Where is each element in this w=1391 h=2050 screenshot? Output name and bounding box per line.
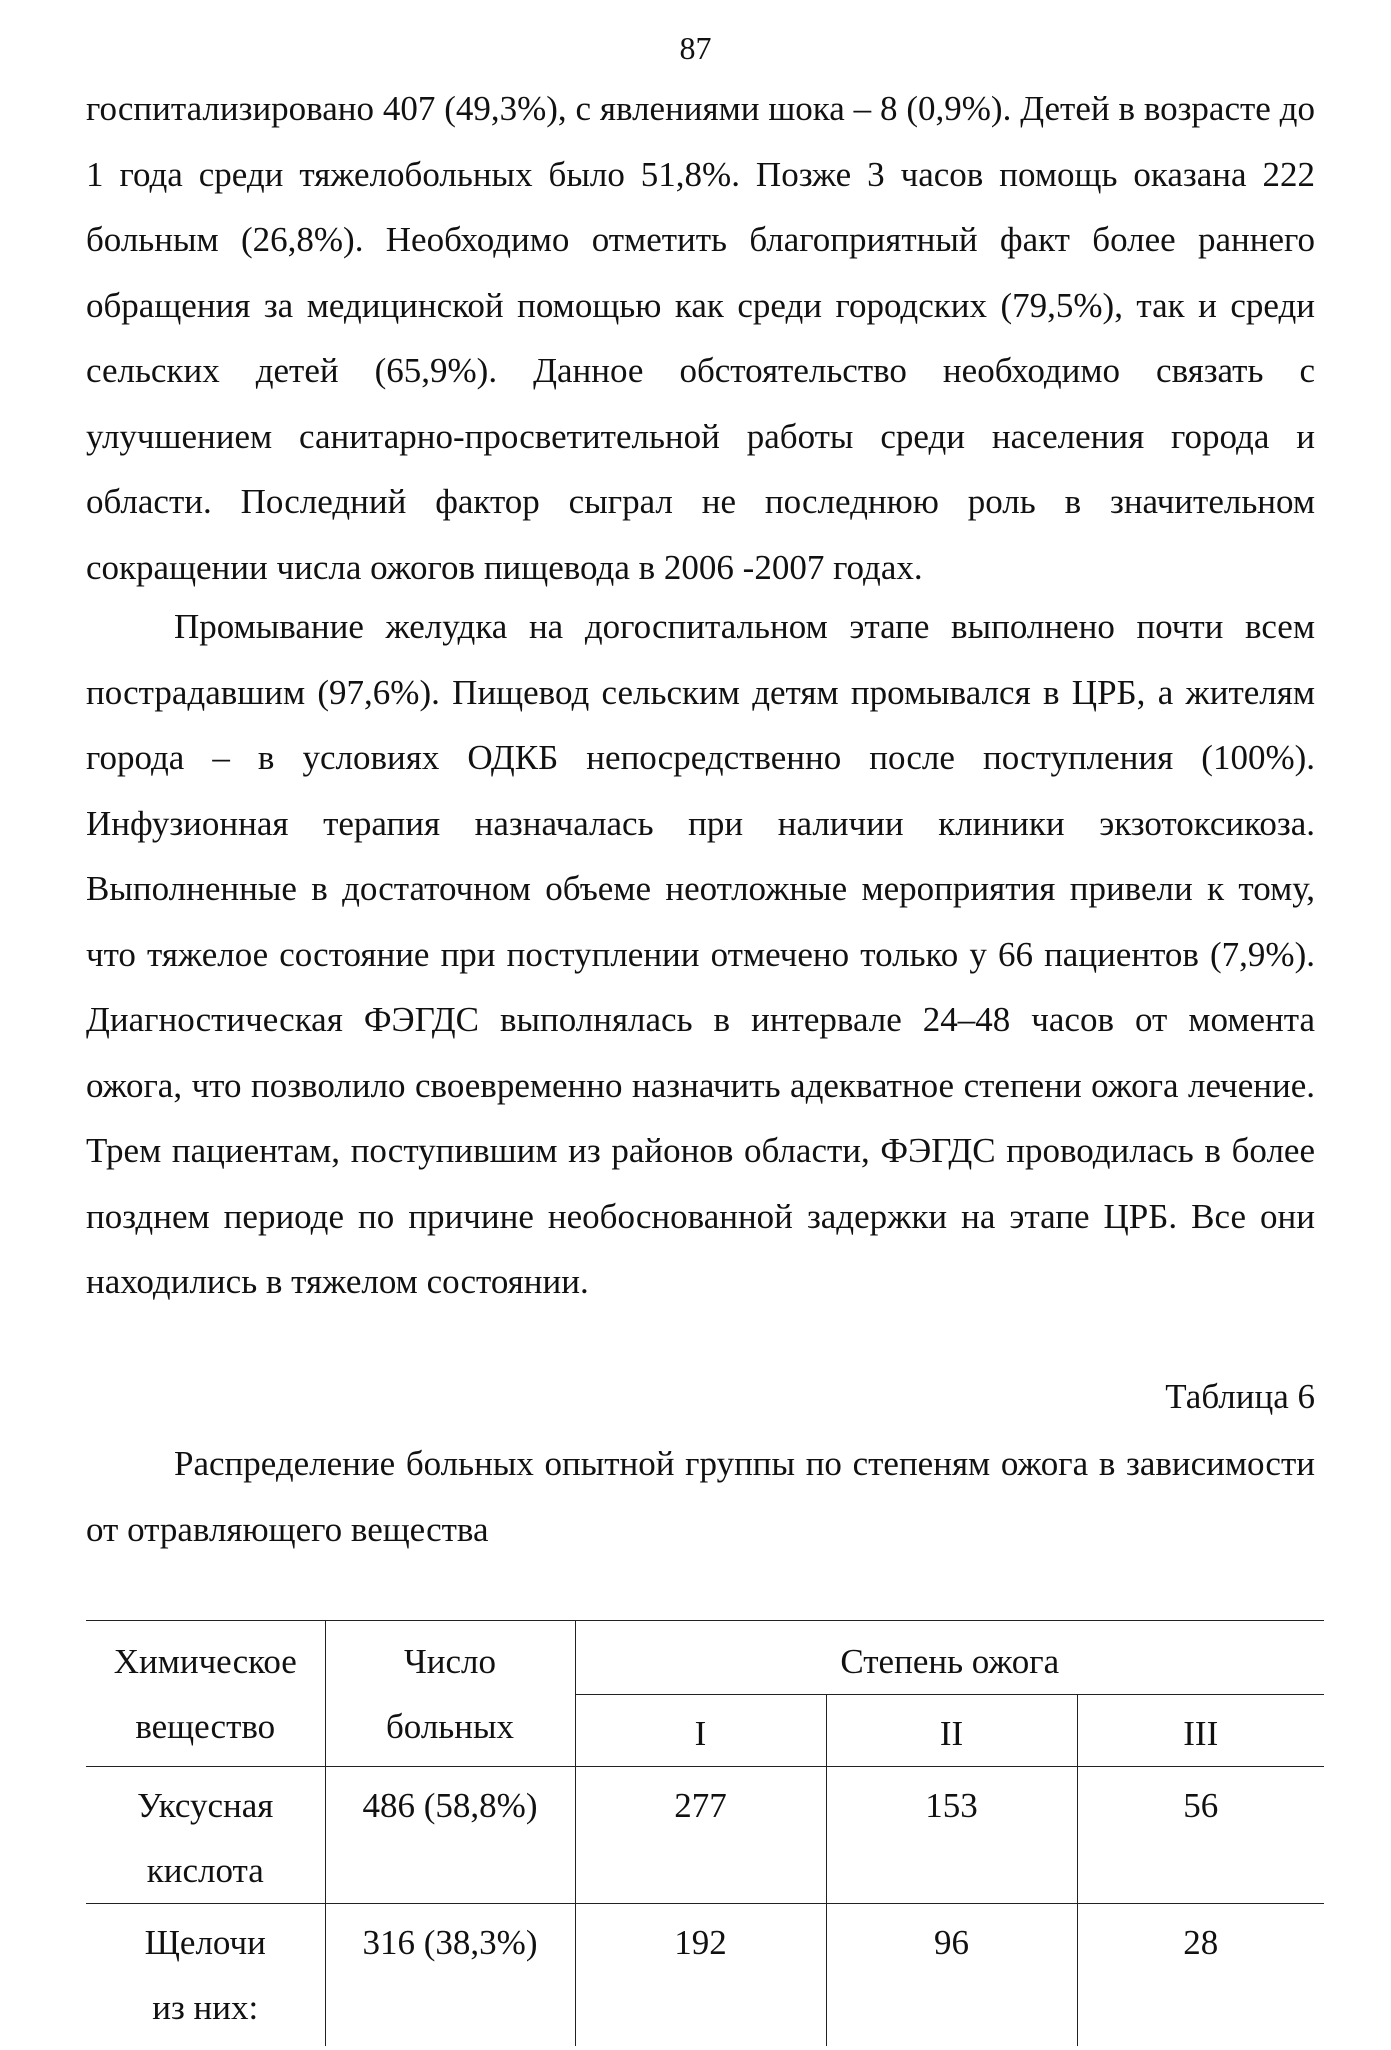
cell-chemical-line2: кислота <box>146 1851 264 1890</box>
table-header-row <box>86 1621 1324 1695</box>
header-chemical <box>86 1621 325 1767</box>
header-chemical-line1: Химическое <box>113 1642 297 1681</box>
header-count <box>325 1621 575 1767</box>
header-degree-1: I <box>575 1695 826 1767</box>
header-count-line1: Число <box>404 1642 496 1681</box>
paragraph-text: госпитализировано 407 (49,3%), с явлениями шока – 8 (0,9%). Детей в возрасте до 1 года среди тяжелобольных было 51,8%. Позже 3 часов помощь оказана 222 больным (26,8%). Необходимо отметить благоприятный факт более раннего обращения за медицинской помощью как среди городских (79,5%), так и среди сельских детей (65,9%). Данное обстоятельство необходимо связать с улучшением санитарно-просветительной работы среди населения города и области. Последний фактор сыграл не последнюю роль в значительном сокращении числа ожогов пищевода в 2006 -2007 годах. <box>86 89 1315 587</box>
cell-chemical-line1: Уксусная <box>137 1786 274 1825</box>
cell-degree-3: 56 <box>1077 1767 1324 1904</box>
header-degree-group: Степень ожога <box>575 1621 1324 1695</box>
paragraph-1 <box>86 76 1315 600</box>
cell-chemical-line2: из них: <box>152 1988 259 2027</box>
cell-degree-3: 28 <box>1077 1904 1324 2047</box>
cell-degree-2: 153 <box>826 1767 1077 1904</box>
header-degree-3: III <box>1077 1695 1324 1767</box>
cell-chemical <box>86 1767 325 1904</box>
cell-degree-1: 277 <box>575 1767 826 1904</box>
cell-chemical <box>86 1904 325 2047</box>
cell-degree-1: 192 <box>575 1904 826 2047</box>
table-row <box>86 1904 1324 2047</box>
cell-count: 316 (38,3%) <box>325 1904 575 2047</box>
header-degree-2: II <box>826 1695 1077 1767</box>
page-number: 87 <box>679 30 712 66</box>
burn-degree-table <box>86 1620 1324 2046</box>
table-caption <box>86 1431 1315 1562</box>
cell-count: 486 (58,8%) <box>325 1767 575 1904</box>
table-caption-text: Распределение больных опытной группы по степеням ожога в зависимости от отравляющего вещества <box>86 1444 1315 1549</box>
table-label: Таблица 6 <box>1165 1377 1315 1416</box>
cell-chemical-line1: Щелочи <box>144 1923 266 1962</box>
table-row <box>86 1767 1324 1904</box>
paragraph-text: Промывание желудка на догоспитальном этапе выполнено почти всем пострадавшим (97,6%). Пищевод сельским детям промывался в ЦРБ, а жителям города – в условиях ОДКБ непосредственно после поступления (100%). Инфузионная терапия назначалась при наличии клиники экзотоксикоза. Выполненные в достаточном объеме неотложные мероприятия привели к тому, что тяжелое состояние при поступлении отмечено только у 66 пациентов (7,9%). Диагностическая ФЭГДС выполнялась в интервале 24–48 часов от момента ожога, что позволило своевременно назначить адекватное степени ожога лечение. Трем пациентам, поступившим из районов области, ФЭГДС проводилась в более позднем периоде по причине необоснованной задержки на этапе ЦРБ. Все они находились в тяжелом состоянии. <box>86 607 1315 1301</box>
cell-degree-2: 96 <box>826 1904 1077 2047</box>
paragraph-2 <box>86 594 1315 1315</box>
header-count-line2: больных <box>385 1707 515 1746</box>
header-chemical-line2: вещество <box>135 1707 276 1746</box>
